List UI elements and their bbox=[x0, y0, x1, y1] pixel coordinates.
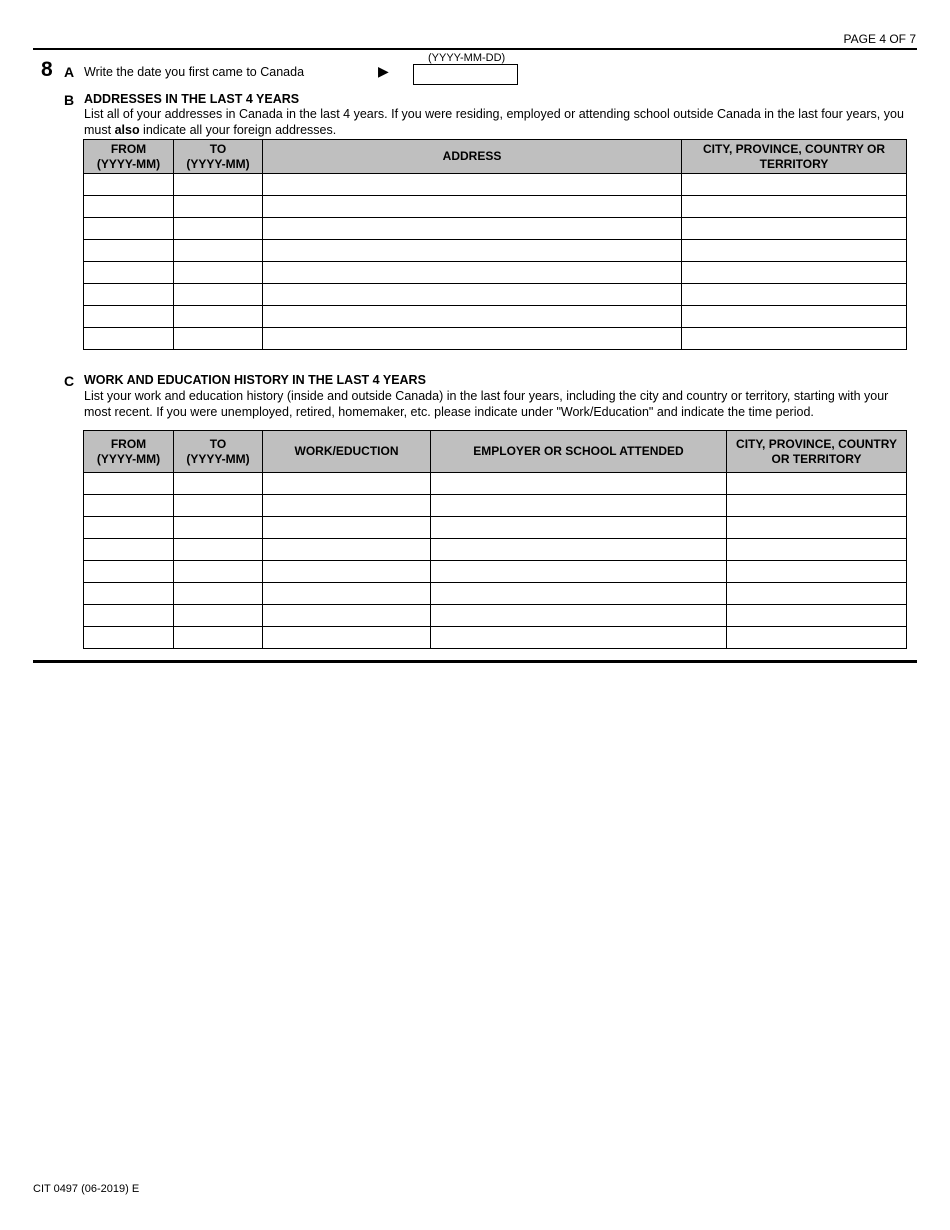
from-cell[interactable] bbox=[84, 473, 174, 495]
from-cell[interactable] bbox=[84, 539, 174, 561]
employer-cell[interactable] bbox=[431, 517, 727, 539]
col-to: TO (YYYY-MM) bbox=[174, 140, 263, 174]
form-code: CIT 0497 (06-2019) E bbox=[33, 1183, 140, 1195]
to-cell[interactable] bbox=[174, 328, 263, 350]
table-row bbox=[84, 306, 907, 328]
to-cell[interactable] bbox=[174, 174, 263, 196]
to-cell[interactable] bbox=[174, 262, 263, 284]
to-cell[interactable] bbox=[174, 240, 263, 262]
to-cell[interactable] bbox=[174, 495, 263, 517]
col-employer: EMPLOYER OR SCHOOL ATTENDED bbox=[431, 431, 727, 473]
from-cell[interactable] bbox=[84, 328, 174, 350]
work-education-cell[interactable] bbox=[263, 539, 431, 561]
section-b-instruction: List all of your addresses in Canada in the last 4 years. If you were residing, employed or attending school outside Canada in the last four years, you must also indicate all your foreign addresses. bbox=[84, 107, 904, 137]
city-cell[interactable] bbox=[682, 196, 907, 218]
to-cell[interactable] bbox=[174, 196, 263, 218]
to-cell[interactable] bbox=[174, 605, 263, 627]
city-cell[interactable] bbox=[727, 495, 907, 517]
from-cell[interactable] bbox=[84, 240, 174, 262]
from-cell[interactable] bbox=[84, 262, 174, 284]
col-city: CITY, PROVINCE, COUNTRY OR TERRITORY bbox=[727, 431, 907, 473]
work-education-cell[interactable] bbox=[263, 495, 431, 517]
arrow-right-icon: ▶ bbox=[378, 63, 389, 79]
section-c-instruction: List your work and education history (inside and outside Canada) in the last four years, including the city and country or territory, starting with your most recent. If you were unemployed, retired, homemaker, etc. please indicate under "Work/Education" and indicate the time period. bbox=[84, 389, 889, 419]
from-cell[interactable] bbox=[84, 196, 174, 218]
from-cell[interactable] bbox=[84, 306, 174, 328]
section-a-prompt: Write the date you first came to Canada bbox=[84, 65, 305, 79]
work-education-cell[interactable] bbox=[263, 517, 431, 539]
col-city: CITY, PROVINCE, COUNTRY OR TERRITORY bbox=[682, 140, 907, 174]
to-cell[interactable] bbox=[174, 539, 263, 561]
to-cell[interactable] bbox=[174, 284, 263, 306]
city-cell[interactable] bbox=[682, 328, 907, 350]
city-cell[interactable] bbox=[727, 583, 907, 605]
to-cell[interactable] bbox=[174, 627, 263, 649]
employer-cell[interactable] bbox=[431, 561, 727, 583]
address-cell[interactable] bbox=[263, 240, 682, 262]
table-row bbox=[84, 196, 907, 218]
table-row bbox=[84, 539, 907, 561]
city-cell[interactable] bbox=[682, 174, 907, 196]
work-education-cell[interactable] bbox=[263, 605, 431, 627]
section-c-title: WORK AND EDUCATION HISTORY IN THE LAST 4 YEARS bbox=[84, 373, 426, 387]
to-cell[interactable] bbox=[174, 218, 263, 240]
to-cell[interactable] bbox=[174, 306, 263, 328]
question-number: 8 bbox=[41, 58, 53, 81]
city-cell[interactable] bbox=[727, 627, 907, 649]
col-from: FROM (YYYY-MM) bbox=[84, 431, 174, 473]
section-a-letter: A bbox=[64, 64, 75, 80]
table-row bbox=[84, 495, 907, 517]
from-cell[interactable] bbox=[84, 517, 174, 539]
table-row bbox=[84, 583, 907, 605]
from-cell[interactable] bbox=[84, 605, 174, 627]
city-cell[interactable] bbox=[727, 605, 907, 627]
address-cell[interactable] bbox=[263, 328, 682, 350]
employer-cell[interactable] bbox=[431, 583, 727, 605]
from-cell[interactable] bbox=[84, 583, 174, 605]
table-row bbox=[84, 328, 907, 350]
section-c-letter: C bbox=[64, 373, 75, 389]
from-cell[interactable] bbox=[84, 218, 174, 240]
address-cell[interactable] bbox=[263, 218, 682, 240]
work-education-cell[interactable] bbox=[263, 583, 431, 605]
table-row bbox=[84, 218, 907, 240]
to-cell[interactable] bbox=[174, 517, 263, 539]
table-row bbox=[84, 174, 907, 196]
addresses-table bbox=[83, 139, 907, 350]
employer-cell[interactable] bbox=[431, 495, 727, 517]
address-cell[interactable] bbox=[263, 262, 682, 284]
from-cell[interactable] bbox=[84, 284, 174, 306]
employer-cell[interactable] bbox=[431, 627, 727, 649]
city-cell[interactable] bbox=[727, 473, 907, 495]
city-cell[interactable] bbox=[682, 284, 907, 306]
bottom-rule bbox=[33, 660, 917, 663]
table-row bbox=[84, 262, 907, 284]
employer-cell[interactable] bbox=[431, 539, 727, 561]
address-cell[interactable] bbox=[263, 306, 682, 328]
city-cell[interactable] bbox=[682, 306, 907, 328]
to-cell[interactable] bbox=[174, 561, 263, 583]
table-row bbox=[84, 605, 907, 627]
address-cell[interactable] bbox=[263, 174, 682, 196]
table-row bbox=[84, 517, 907, 539]
city-cell[interactable] bbox=[682, 240, 907, 262]
date-format-label: (YYYY-MM-DD) bbox=[428, 52, 506, 64]
work-education-cell[interactable] bbox=[263, 627, 431, 649]
from-cell[interactable] bbox=[84, 627, 174, 649]
city-cell[interactable] bbox=[682, 262, 907, 284]
work-education-cell[interactable] bbox=[263, 473, 431, 495]
address-cell[interactable] bbox=[263, 196, 682, 218]
city-cell[interactable] bbox=[727, 539, 907, 561]
employer-cell[interactable] bbox=[431, 473, 727, 495]
city-cell[interactable] bbox=[727, 517, 907, 539]
section-b-title: ADDRESSES IN THE LAST 4 YEARS bbox=[84, 92, 300, 106]
to-cell[interactable] bbox=[174, 473, 263, 495]
table-row bbox=[84, 627, 907, 649]
work-education-table bbox=[83, 430, 907, 649]
work-education-cell[interactable] bbox=[263, 561, 431, 583]
section-b-letter: B bbox=[64, 92, 75, 108]
from-cell[interactable] bbox=[84, 561, 174, 583]
col-from: FROM (YYYY-MM) bbox=[84, 140, 174, 174]
to-cell[interactable] bbox=[174, 583, 263, 605]
from-cell[interactable] bbox=[84, 174, 174, 196]
top-rule bbox=[33, 48, 917, 50]
col-to: TO (YYYY-MM) bbox=[174, 431, 263, 473]
page-number: PAGE 4 OF 7 bbox=[843, 32, 916, 46]
table-row bbox=[84, 473, 907, 495]
date-first-came-input[interactable] bbox=[413, 64, 518, 85]
col-address: ADDRESS bbox=[263, 140, 682, 174]
address-cell[interactable] bbox=[263, 284, 682, 306]
city-cell[interactable] bbox=[727, 561, 907, 583]
from-cell[interactable] bbox=[84, 495, 174, 517]
table-row bbox=[84, 284, 907, 306]
col-work: WORK/EDUCTION bbox=[263, 431, 431, 473]
table-row bbox=[84, 561, 907, 583]
table-row bbox=[84, 240, 907, 262]
employer-cell[interactable] bbox=[431, 605, 727, 627]
city-cell[interactable] bbox=[682, 218, 907, 240]
